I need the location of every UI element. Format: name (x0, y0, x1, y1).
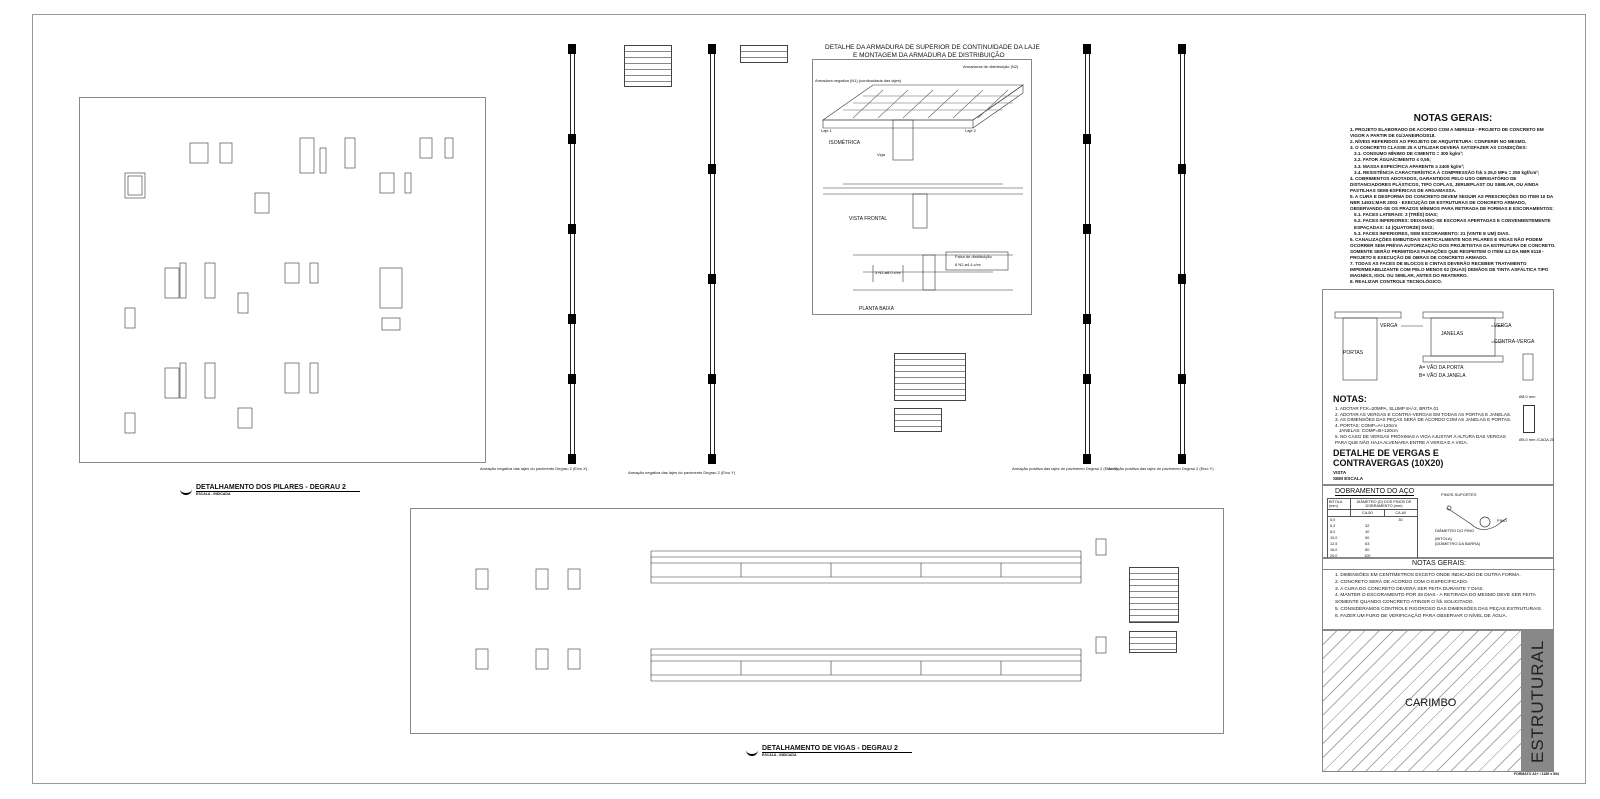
dobramento-cell: 8,0 (1328, 529, 1351, 535)
dobramento-diametro-barra-label: (DIÂMETRO DA BARRA) (1435, 541, 1481, 546)
dobramento-cell: 20,0 (1328, 553, 1351, 559)
notas-bottom-item: 3. A CURA DO CONCRETO DEVERÁ SER FEITA DURANTE 7 DIAS. (1335, 586, 1484, 592)
title-logo-icon (746, 746, 758, 756)
notas-item: 5.2. FACES INFERIORES: DEIXANDO-SE ESCORAS APERTADAS E CONVENIENTEMENTE ESPAÇADAS: 14 (QUATORZE) DIAS; (1354, 218, 1551, 230)
dobramento-cell: 5,0 (1328, 517, 1351, 524)
armacao-caption-2: Armação negativa das lajes do pavimento Degrau 2 (Eixo Y) (628, 470, 736, 475)
vergas-vista-label: VISTA (1333, 470, 1347, 475)
laje-detail-panel (812, 59, 1032, 315)
armacao-caption-3: Armação positiva das lajes do pavimento Degrau 2 (Eixo X) (1012, 466, 1118, 471)
pilares-title: DETALHAMENTO DOS PILARES - DEGRAU 2 (196, 484, 360, 492)
vergas-portas-label: PORTAS (1343, 350, 1364, 356)
armacao-strip-3 (1075, 44, 1105, 464)
dobramento-header-ca50: CA-50 (1351, 510, 1385, 517)
notas-bottom-item: 4. MANTER O ESCORAMENTO POR 28 DIAS - A RETIRADA DO MESMO DEVE SER FEITA SOMENTE QUANDO CONCRETO ATINGIR O fck SOLICITADO. (1335, 593, 1536, 606)
vigas-table-2 (1129, 631, 1177, 653)
pilares-title-block (180, 484, 360, 496)
notas-item: 5.3. FACES INFERIORES, SEM ESCORAMENTO: 21 (VINTE E UM) DIAS. (1354, 230, 1510, 236)
vergas-a-label: A= VÃO DA PORTA (1419, 365, 1464, 371)
armacao-table-1 (624, 45, 672, 87)
notas-bottom-item: 1. DIMENSÕES EM CENTÍMETROS EXCETO ONDE INDICADO DE OUTRA FORMA. (1335, 573, 1521, 578)
armacao-caption-4: Armação positiva das lajes do pavimento Degrau 2 (Eixo Y) (1108, 466, 1214, 471)
notas-item: 3.1. CONSUMO MÍNIMO DE CIMENTO = 300 kg/m³; (1354, 151, 1464, 157)
vigas-title: DETALHAMENTO DE VIGAS - DEGRAU 2 (762, 745, 912, 753)
notas-gerais-top-title: NOTAS GERAIS: (1413, 113, 1493, 124)
laje-table-1 (894, 353, 966, 401)
vergas-nota-item: 4. PORTAS: COMP=A+120cm (1335, 422, 1398, 428)
notas-item: 3.4. RESISTÊNCIA CARACTERÍSTICA À COMPRESSÃO fck ≥ 25,0 MPa = 250 kgf/cm²; (1354, 169, 1540, 175)
dobramento-cell: 100 (1364, 554, 1371, 558)
vergas-detail-title: DETALHE DE VERGAS E CONTRAVERGAS (10X20) (1333, 448, 1444, 468)
dobramento-cell: 6,3 (1328, 523, 1351, 529)
vergas-b-label: B= VÃO DA JANELA (1419, 373, 1466, 379)
laje-viga-label: Viga (877, 152, 885, 157)
vergas-phi5-label: Ø5,0 mm /CADA 20 (1519, 437, 1555, 442)
laje-isometrica-label: ISOMÉTRICA (829, 140, 861, 146)
notas-item: 5. A CURA E DESFORMA DO CONCRETO DEVEM SEGUIR AS PRESCRIÇÕES DO ITEM 10 DA NBR 14931:MAR 2003 - EXECUÇÃO DE ESTRUTURAS DE CONCRETO ARMADO, OBSERVANDO-SE OS PRAZOS MÍNIMOS PARA RETIRADA DE FORMAS E ESCORAMENTOS: (1350, 194, 1554, 212)
vergas-verga-label-2: VERGA (1494, 323, 1512, 329)
armacao-strip-2 (700, 44, 730, 464)
format-label: FORMATO A1+ / 1189 x 594 (1514, 772, 1559, 776)
vigas-panel (410, 508, 1224, 734)
dobramento-header-ca60: CA-60 (1384, 510, 1418, 517)
title-logo-icon (180, 485, 192, 495)
pilares-drawing (80, 98, 485, 462)
notas-item: 3.3. MASSA ESPECÍFICA APARENTE ≥ 2400 kg/m³; (1354, 163, 1465, 169)
laje-vista-frontal-label: VISTA FRONTAL (849, 216, 888, 222)
vergas-nota-item: 1. ADOTAR FCK=20MPA, SLUMP 8+/-2, BRITA 01 (1335, 406, 1439, 411)
vergas-panel (1322, 289, 1554, 485)
vergas-contra-verga-label: CONTRA-VERGA (1494, 339, 1535, 345)
vergas-notas-title: NOTAS: (1333, 394, 1367, 404)
notas-gerais-top-list (1350, 127, 1556, 285)
laje-laje2-label: Laje 2 (965, 128, 976, 133)
notas-gerais-top (1322, 113, 1586, 289)
dobramento-cell: 63 (1365, 542, 1370, 546)
vergas-sem-escala-label: SEM ESCALA (1333, 476, 1364, 481)
dobramento-cell: 80 (1365, 548, 1370, 552)
estrutural-discipline-tab: ESTRUTURAL (1522, 630, 1554, 772)
vergas-nota-item: JANELAS: COMP=B+120cm (1335, 428, 1398, 434)
pilares-panel (79, 97, 486, 463)
armacao-strip-1 (560, 44, 590, 464)
laje-armadura-distribuicao-label: Armaduras de distribuição (N2) (963, 64, 1019, 69)
laje-faixa-label: Faixa de distribuição (955, 254, 992, 259)
notas-item: 7. TODAS AS FACES DE BLOCOS E CINTAS DEVERÃO RECEBER TRATAMENTO IMPERMEABILIZANTE COM PELO MENOS 02 (DUAS) DEMÃOS DE TINTA ASFÁLTICA TIPO MAGNIKS, IGOL OU SIMILAR, ANTES DO REATERRO. (1350, 261, 1549, 279)
vergas-nota-item: 2. ADOTAR AS VERGAS E CONTRA-VERGAS EM TODAS AS PORTAS E JANELAS. (1335, 411, 1512, 417)
laje-laje1-label: Laje 1 (821, 128, 832, 133)
vergas-notas-list (1335, 406, 1515, 445)
pilares-subtitle: ESCALA - INDICADA (196, 492, 231, 496)
notas-gerais-bottom-panel (1322, 558, 1554, 630)
notas-item: 2. NÍVEIS REFERIDOS AO PROJETO DE ARQUITETURA: CONFERIR NO MESMO. (1350, 139, 1527, 145)
vigas-title-block (746, 745, 912, 757)
notas-gerais-bottom-title: NOTAS GERAIS: (1323, 560, 1555, 570)
dobramento-cell: 40 (1365, 530, 1370, 534)
laje-detail-drawing (813, 60, 1031, 314)
notas-item: 8. REALIZAR CONTROLE TECNOLÓGICO. (1350, 279, 1443, 285)
vigas-table-1 (1129, 567, 1179, 623)
dobramento-bitola-label: (BITOLA) (1435, 536, 1452, 541)
notas-item: 3.2. FATOR ÁGUA/CIMENTO ≤ 0,55; (1354, 157, 1431, 163)
vigas-drawing (411, 509, 1223, 733)
armacao-strip-4 (1170, 44, 1200, 464)
notas-bottom-item: 5. CONSIDERAMOS CONTROLE RIGOROSO DAS DIMENSÕES DAS PEÇAS ESTRUTURAIS. (1335, 606, 1543, 612)
laje-table-2 (894, 408, 942, 432)
vergas-nota-item: 5. NO CASO DE VERGAS PRÓXIMAS A VIGA AJUSTAR A ALTURA DAS VERGAS PARA QUE NÃO HAJA ALVENARIA ENTRE A VERGA E A VIGA. (1335, 433, 1506, 445)
dobramento-header-diametro: DIÂMETRO (D) DOS PINOS DE DOBRAMENTO (mm) (1351, 499, 1418, 510)
dobramento-cell: 50 (1365, 536, 1370, 540)
notas-bottom-item: 6. FAZER UM FURO DE VERIFICAÇÃO PARA OBSERVAR O NÍVEL DE ÁGUA. (1335, 613, 1508, 619)
dobramento-pino-label: PINO (1497, 518, 1507, 523)
vergas-phi8-label: Ø8,0 mm (1519, 394, 1536, 399)
notas-item: 5.1. FACES LATERAIS: 3 (TRÊS) DIAS; (1354, 212, 1438, 218)
dobramento-cell: 32 (1365, 524, 1370, 528)
laje-planta-baixa-label: PLANTA BAIXA (859, 306, 894, 312)
armacao-caption-1: Armação negativa das lajes do pavimento Degrau 2 (Eixo X) (480, 466, 588, 471)
dobramento-diametro-pino-label: DIÂMETRO DO PINO (1435, 528, 1475, 533)
notas-gerais-bottom-list (1335, 573, 1547, 621)
laje-armadura-negativa-label: Armadura negativa (N1) (continuidade das lajes) (815, 78, 902, 83)
laje-n2-label: 6 N2 ø4.4 c/xx (955, 262, 981, 267)
vergas-nota-item: 3. AS DIMENSÕES DAS PEÇAS SERÁ DE ACORDO COM AS JANELAS E PORTAS. (1335, 417, 1512, 423)
carimbo-label: CARIMBO (1405, 697, 1457, 709)
vigas-subtitle: ESCALA - INDICADA (762, 753, 797, 757)
armacao-table-2 (740, 45, 788, 63)
vergas-verga-label-1: VERGA (1380, 323, 1398, 329)
notas-item: 1. PROJETO ELABORADO DE ACORDO COM A NBR6118 - PROJETO DE CONCRETO EM VIGOR A PARTIR DE 01/JANEIRO/2018. (1350, 127, 1544, 139)
carimbo-panel (1322, 630, 1522, 772)
laje-detail-title-2: E MONTAGEM DA ARMADURA DE DISTRIBUIÇÃO (853, 52, 1005, 59)
dobramento-cell: 10,0 (1328, 535, 1351, 541)
vergas-janelas-label: JANELAS (1441, 331, 1464, 337)
dobramento-header-bitola: BITOLA (mm) (1328, 499, 1351, 510)
notas-item: 6. CANALIZAÇÕES EMBUTIDAS VERTICALMENTE NOS PILARES E VIGAS NÃO PODEM OCORRER SEM PRÉVIA AUTORIZAÇÃO DOS PROJETISTAS DA ESTRUTURA DE CONCRETO. SOMENTE SERÃO PERMITIDAS FURAÇÕES QUE RESPEITEM O ITEM 4.2 DA NBR 6118 - PROJETO E EXECUÇÃO DE OBRAS DE CONCRETO ARMADO. (1350, 236, 1556, 260)
dobramento-panel (1322, 485, 1554, 558)
vergas-stirrup-icon (1523, 405, 1535, 433)
dobramento-cell: 30 (1384, 517, 1418, 524)
laje-detail-title-1: DETALHE DA ARMADURA DE SUPERIOR DE CONTINUIDADE DA LAJE (825, 44, 1040, 51)
dobramento-cell: 16,0 (1328, 547, 1351, 553)
dobramento-cell: 12,5 (1328, 541, 1351, 547)
notas-bottom-item: 2. CONCRETO SERÁ DE ACORDO COM O ESPECIFICADO. (1335, 579, 1469, 585)
notas-item: 3. O CONCRETO CLASSE 25 A UTILIZAR DEVERÁ SATISFAZER AS CONDIÇÕES: (1350, 145, 1527, 151)
dobramento-title: DOBRAMENTO DO AÇO (1335, 488, 1415, 495)
dobramento-pinos-label: PINOS SUPORTES (1441, 492, 1477, 497)
laje-n1-label: 3 N1 ø8.0 c/xx (875, 270, 901, 275)
notas-item: 4. COBRIMENTOS ADOTADOS, GARANTIDOS PELO USO OBRIGATÓRIO DE DISTANCIADORES PLÁSTICOS, TIPO COPLAS, JERUEPLAST OU SIMILAR, OU AINDA PASTILHAS SEMI-ESFÉRICAS DE ARGAMASSA. (1350, 175, 1539, 193)
